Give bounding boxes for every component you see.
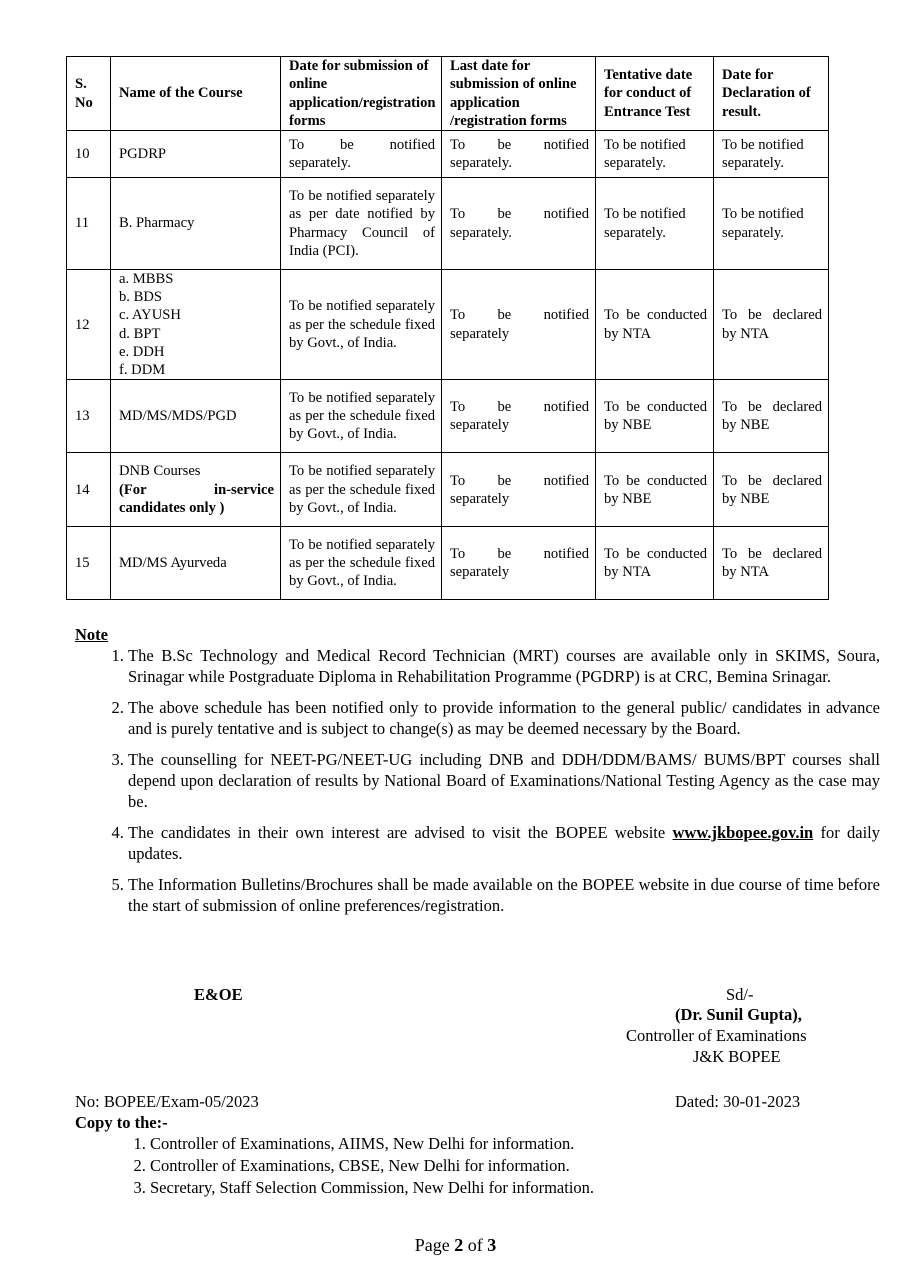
cell-result: To be notified separately. — [714, 178, 829, 270]
header-course: Name of the Course — [111, 57, 281, 131]
cell-entrance: To be conducted by NTA — [596, 270, 714, 380]
header-submission: Date for submission of online application/registration forms — [281, 57, 442, 131]
course-item: c. AYUSH — [119, 307, 181, 324]
table-row — [67, 527, 829, 600]
cell-result: To be declared by NTA — [714, 270, 829, 380]
header-result: Date for Declaration of result. — [714, 57, 829, 131]
page-footer — [0, 1235, 911, 1256]
note-text: The candidates in their own interest are advised to visit the BOPEE website — [128, 823, 666, 842]
header-entrance: Tentative date for conduct of Entrance Test — [596, 57, 714, 131]
schedule-table — [66, 56, 829, 600]
course-item: d. BPT — [119, 325, 161, 342]
table-row — [67, 453, 829, 527]
cell-entrance: To be notified separately. — [596, 131, 714, 178]
cell-result: To be declared by NBE — [714, 380, 829, 453]
note-heading: Note — [75, 625, 108, 644]
table-row — [67, 178, 829, 270]
cell-sno: 11 — [67, 178, 111, 270]
copy-to-item: 1. Controller of Examinations, AIIMS, New Delhi for information. — [150, 1133, 594, 1155]
page-prefix: Page — [414, 1235, 455, 1255]
reference-number: No: BOPEE/Exam-05/2023 — [75, 1092, 259, 1111]
note-item: 3. The counselling for NEET-PG/NEET-UG including DNB and DDH/DDM/BAMS/ BUMS/BPT courses shall depend upon declaration of results by National Board of Examinations/National Testing Agency as the case may be. — [128, 749, 880, 812]
cell-entrance: To be notified separately. — [596, 178, 714, 270]
cell-sno: 15 — [67, 527, 111, 600]
cell-last-date: To be notified separately — [442, 380, 596, 453]
notes-list — [75, 645, 880, 926]
cell-result: To be notified separately. — [714, 131, 829, 178]
cell-course — [111, 453, 281, 527]
cell-entrance: To be conducted by NBE — [596, 453, 714, 527]
note-item: 5. The Information Bulletins/Brochures shall be made available on the BOPEE website in due course of time before the start of submission of online preferences/registration. — [128, 874, 880, 916]
table-header-row — [67, 57, 829, 131]
table-row — [67, 380, 829, 453]
cell-submission: To be notified separately. — [281, 131, 442, 178]
course-item: f. DDM — [119, 362, 166, 379]
cell-sno: 12 — [67, 270, 111, 380]
cell-entrance: To be conducted by NBE — [596, 380, 714, 453]
course-name: DNB Courses — [119, 463, 201, 480]
cell-sno: 14 — [67, 453, 111, 527]
course-item: e. DDH — [119, 343, 165, 360]
signatory-org: J&K BOPEE — [693, 1047, 781, 1066]
cell-submission: To be notified separately as per the schedule fixed by Govt., of India. — [281, 380, 442, 453]
copy-to-item: 3. Secretary, Staff Selection Commission, New Delhi for information. — [150, 1177, 594, 1199]
cell-last-date: To be notified separately — [442, 270, 596, 380]
bopee-website-link[interactable]: www.jkbopee.gov.in — [672, 823, 814, 842]
copy-to-list — [75, 1133, 594, 1199]
note-text: for daily updates. — [128, 823, 881, 863]
cell-course: PGDRP — [111, 131, 281, 178]
copy-to-item: 2. Controller of Examinations, CBSE, New Delhi for information. — [150, 1155, 594, 1177]
course-item: b. BDS — [119, 289, 162, 306]
cell-course: MD/MS Ayurveda — [111, 527, 281, 600]
header-sno: S. No — [67, 57, 111, 131]
eoe-label: E&OE — [194, 985, 243, 1004]
note-item: 2. The above schedule has been notified only to provide information to the general public/ candidates in advance and is purely tentative and is subject to change(s) as may be deemed necessary by the Board. — [128, 697, 880, 739]
signatory-designation: Controller of Examinations — [626, 1026, 807, 1045]
course-note: (For in-service candidates only ) — [119, 481, 274, 516]
cell-last-date: To be notified separately. — [442, 178, 596, 270]
cell-result: To be declared by NTA — [714, 527, 829, 600]
sd-label: Sd/- — [726, 985, 754, 1004]
reference-date: Dated: 30-01-2023 — [675, 1092, 801, 1111]
cell-course-list — [111, 270, 281, 380]
cell-last-date: To be notified separately — [442, 527, 596, 600]
cell-last-date: To be notified separately. — [442, 131, 596, 178]
table-row — [67, 131, 829, 178]
cell-submission: To be notified separately as per the schedule fixed by Govt., of India. — [281, 453, 442, 527]
signatory-name: (Dr. Sunil Gupta), — [675, 1005, 802, 1024]
cell-submission: To be notified separately as per the schedule fixed by Govt., of India. — [281, 527, 442, 600]
page-total: 3 — [487, 1235, 497, 1255]
note-item — [128, 822, 880, 864]
cell-sno: 10 — [67, 131, 111, 178]
cell-submission: To be notified separately as per the schedule fixed by Govt., of India. — [281, 270, 442, 380]
header-last-date: Last date for submission of online application /registration forms — [442, 57, 596, 131]
cell-entrance: To be conducted by NTA — [596, 527, 714, 600]
cell-course: MD/MS/MDS/PGD — [111, 380, 281, 453]
cell-last-date: To be notified separately — [442, 453, 596, 527]
page-current: 2 — [454, 1235, 464, 1255]
copy-to-heading: Copy to the:- — [75, 1113, 168, 1132]
cell-result: To be declared by NBE — [714, 453, 829, 527]
cell-sno: 13 — [67, 380, 111, 453]
table-row — [67, 270, 829, 380]
cell-course: B. Pharmacy — [111, 178, 281, 270]
course-item: a. MBBS — [119, 271, 174, 287]
note-item: 1. The B.Sc Technology and Medical Record Technician (MRT) courses are available only in SKIMS, Soura, Srinagar while Postgraduate Diploma in Rehabilitation Programme (PGDRP) is at CRC, Bemina Srinagar. — [128, 645, 880, 687]
cell-submission: To be notified separately as per date notified by Pharmacy Council of India (PCI). — [281, 178, 442, 270]
page-middle: of — [463, 1235, 488, 1255]
